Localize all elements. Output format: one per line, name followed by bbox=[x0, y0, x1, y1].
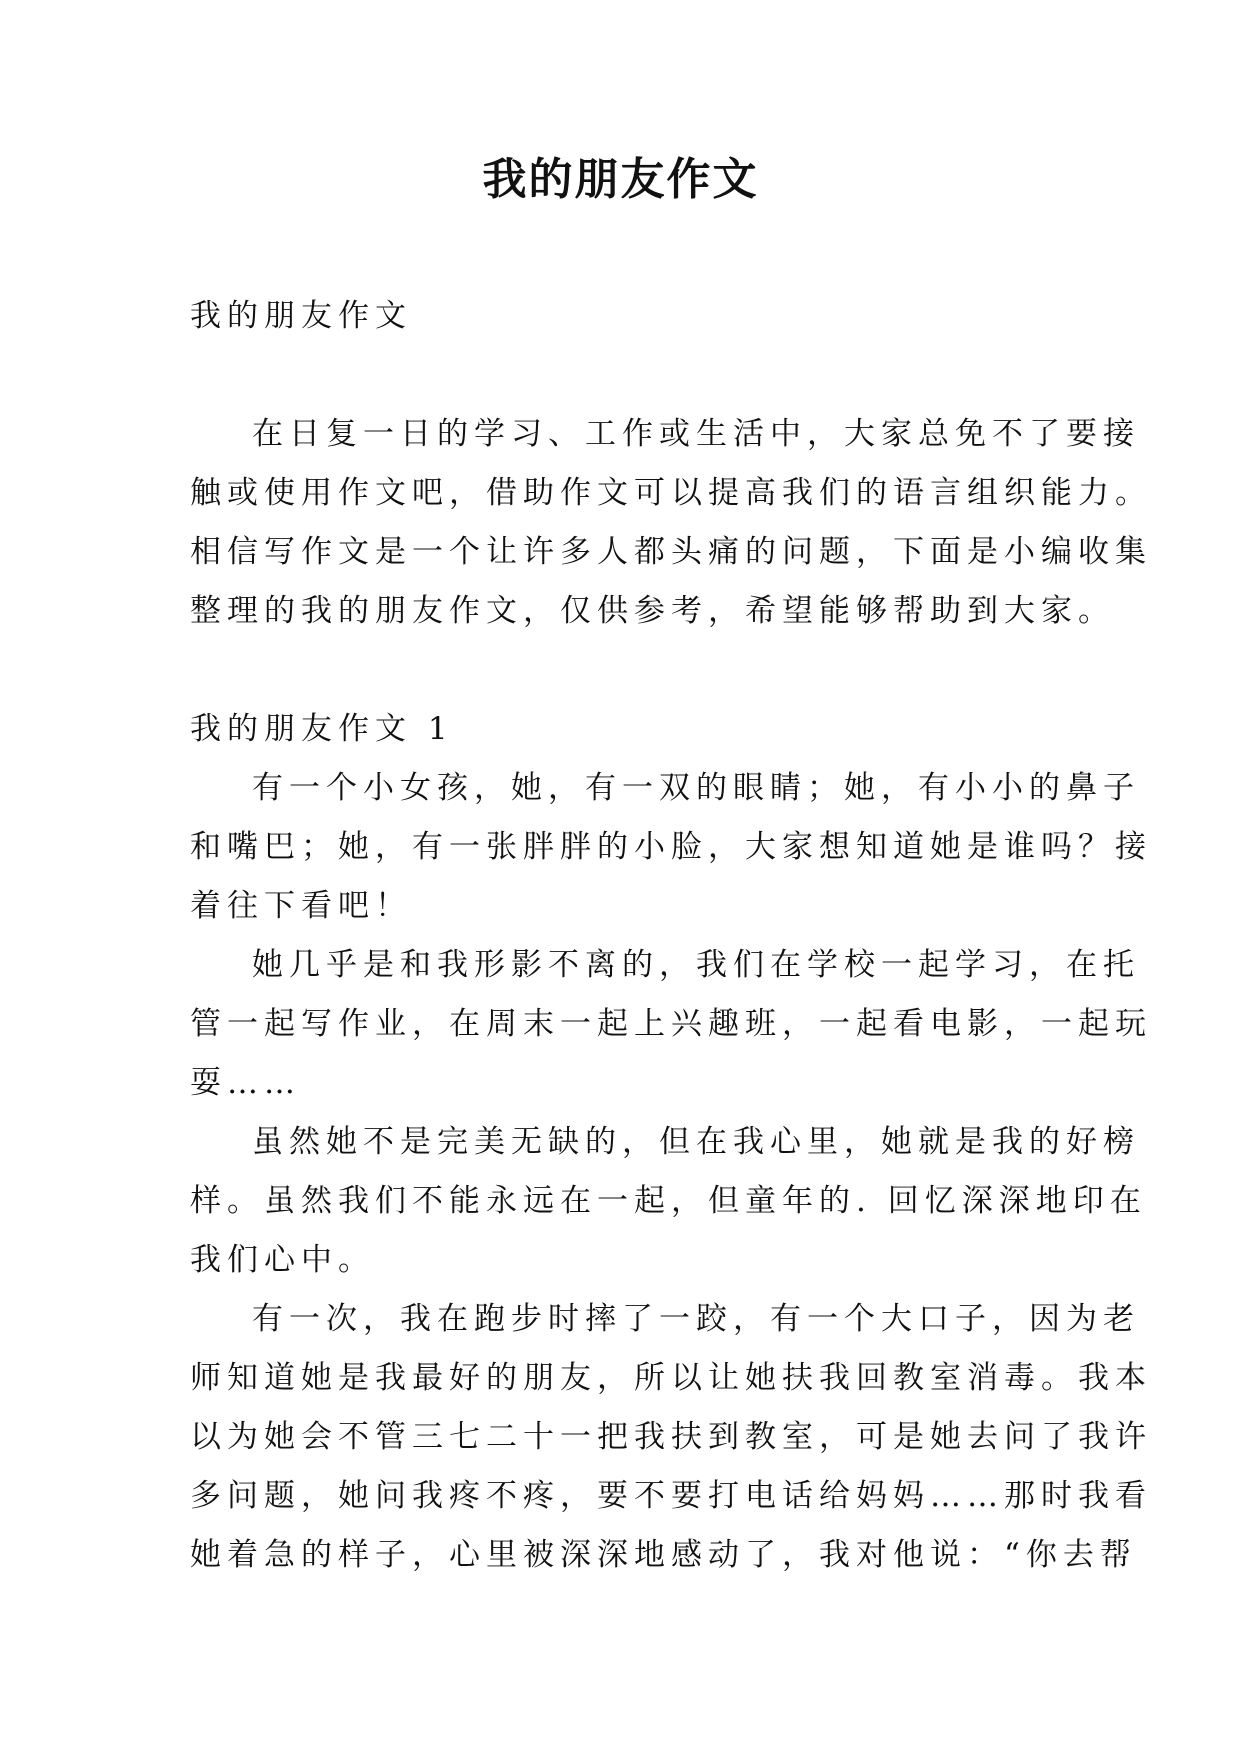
essay-paragraph bbox=[190, 1113, 1147, 1290]
text-line: 有一个小女孩，她，有一双的眼睛；她，有小小的鼻子 bbox=[252, 770, 1140, 806]
text-line: 在日复一日的学习、工作或生活中，大家总免不了要接 bbox=[252, 416, 1140, 452]
text-line: 相信写作文是一个让许多人都头痛的问题，下面是小编收集 bbox=[190, 534, 1152, 570]
text-line: 着往下看吧！ bbox=[190, 888, 412, 924]
intro-paragraph bbox=[190, 405, 1152, 641]
text-line: 师知道她是我最好的朋友，所以让她扶我回教室消毒。我本 bbox=[190, 1360, 1152, 1396]
text-line: 她着急的样子，心里被深深地感动了，我对他说：“你去帮 bbox=[190, 1537, 1137, 1573]
text-line: 整理的我的朋友作文，仅供参考，希望能够帮助到大家。 bbox=[190, 593, 1115, 629]
text-line: 和嘴巴；她，有一张胖胖的小脸，大家想知道她是谁吗？接 bbox=[190, 829, 1152, 865]
text-line: 管一起写作业，在周末一起上兴趣班，一起看电影，一起玩 bbox=[190, 1006, 1152, 1042]
essay-paragraph bbox=[190, 759, 1152, 936]
spacer bbox=[190, 346, 1060, 405]
essay-paragraph bbox=[190, 1290, 1152, 1585]
text-line: 多问题，她问我疼不疼，要不要打电话给妈妈……那时我看 bbox=[190, 1478, 1152, 1514]
essay-heading: 我的朋友作文 1 bbox=[190, 711, 454, 747]
text-line: 触或使用作文吧，借助作文可以提高我们的语言组织能力。 bbox=[190, 475, 1152, 511]
text-line: 样。虽然我们不能永远在一起，但童年的. 回忆深深地印在 bbox=[190, 1183, 1147, 1219]
spacer bbox=[190, 641, 1060, 700]
text-line: 以为她会不管三七二十一把我扶到教室，可是她去问了我许 bbox=[190, 1419, 1152, 1455]
document-body bbox=[190, 287, 1152, 1585]
document-title: 我的朋友作文 bbox=[482, 154, 759, 205]
text-line: 我们心中。 bbox=[190, 1242, 375, 1278]
section-subtitle: 我的朋友作文 bbox=[190, 298, 412, 334]
text-line: 虽然她不是完美无缺的，但在我心里，她就是我的好榜 bbox=[252, 1124, 1140, 1160]
essay-paragraph bbox=[190, 936, 1152, 1113]
text-line: 耍…… bbox=[190, 1065, 301, 1101]
text-line: 有一次，我在跑步时摔了一跤，有一个大口子，因为老 bbox=[252, 1301, 1140, 1337]
text-line: 她几乎是和我形影不离的，我们在学校一起学习，在托 bbox=[252, 947, 1140, 983]
